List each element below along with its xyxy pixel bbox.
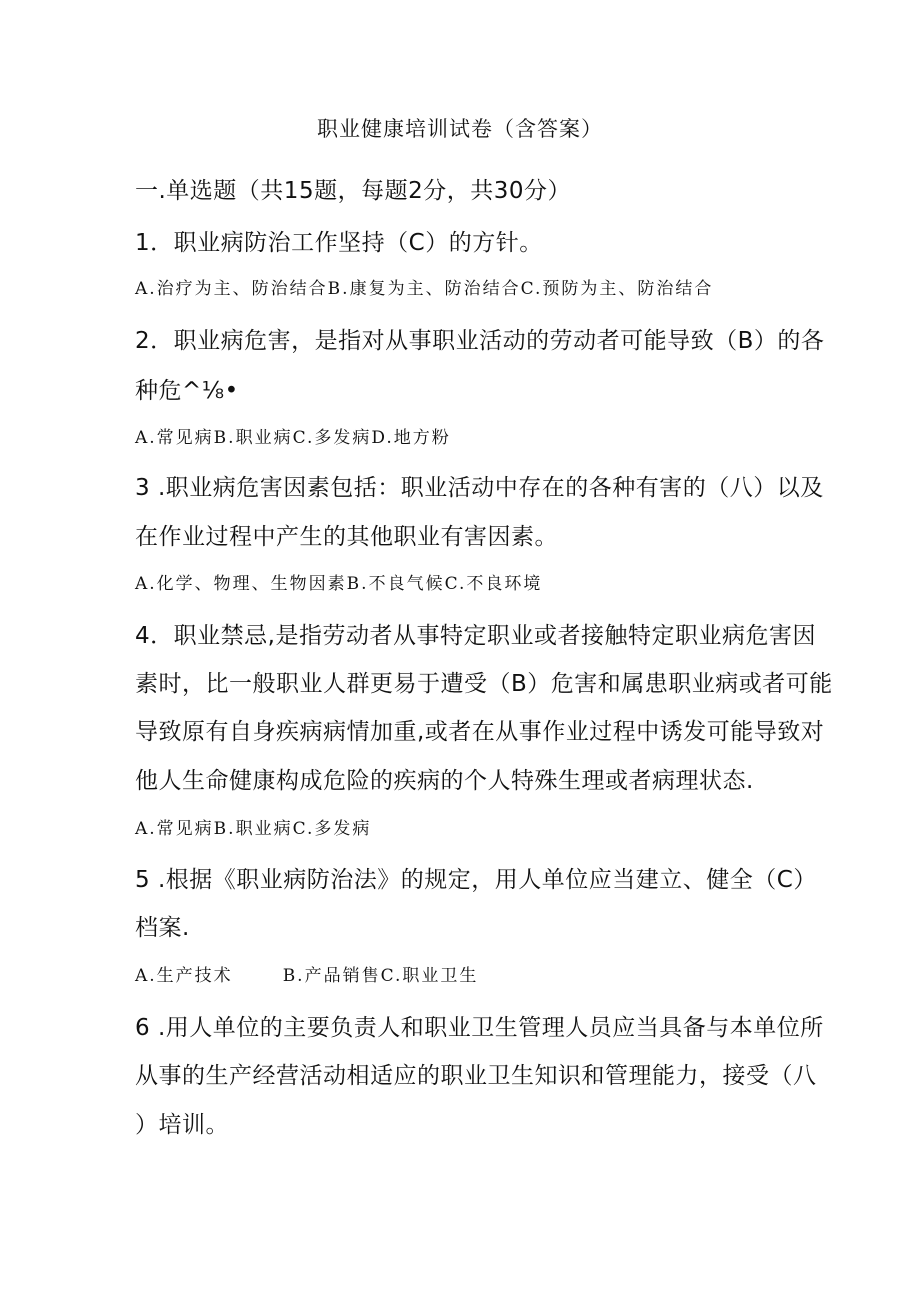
question-4-line-3: 导致原有自身疾病病情加重,或者在从事作业过程中诱发可能导致对 (135, 719, 825, 745)
question-5-option-a: A.生产技术 (135, 966, 233, 986)
question-1-line-1: 1．职业病防治工作坚持（C）的方针。 (135, 230, 543, 256)
question-2-line-1: 2．职业病危害，是指对从事职业活动的劳动者可能导致（B）的各 (135, 328, 825, 354)
question-2-options: A.常见病B.职业病C.多发病D.地方粉 (135, 428, 451, 448)
question-2-line-2: 种危^⅛• (135, 378, 239, 404)
question-5-line-1: 5 .根据《职业病防治法》的规定，用人单位应当建立、健全（C） (135, 867, 817, 893)
question-4-line-2: 素时，比一般职业人群更易于遭受（B）危害和属患职业病或者可能 (135, 671, 833, 697)
question-4-options: A.常见病B.职业病C.多发病 (135, 819, 372, 839)
question-4-line-4: 他人生命健康构成危险的疾病的个人特殊生理或者病理状态. (135, 768, 754, 794)
question-1-options: A.治疗为主、防治结合B.康复为主、防治结合C.预防为主、防治结合 (135, 279, 714, 299)
question-6-line-2: 从事的生产经营活动相适应的职业卫生知识和管理能力，接受（八 (135, 1063, 817, 1089)
question-6-line-1: 6 .用人单位的主要负责人和职业卫生管理人员应当具备与本单位所 (135, 1015, 824, 1041)
question-5-options (135, 961, 478, 986)
section-heading: 一.单选题（共15题，每题2分，共30分） (135, 178, 571, 204)
question-4-line-1: 4．职业禁忌,是指劳动者从事特定职业或者接触特定职业病危害因 (135, 623, 816, 649)
question-3-line-2: 在作业过程中产生的其他职业有害因素。 (135, 524, 558, 550)
question-3-options: A.化学、物理、生物因素B.不良气候C.不良环境 (135, 574, 543, 594)
question-5-option-bc: B.产品销售C.职业卫生 (282, 966, 479, 986)
question-3-line-1: 3 .职业病危害因素包括：职业活动中存在的各种有害的（八）以及 (135, 475, 824, 501)
question-5-line-2: 档案. (135, 915, 190, 941)
question-6-line-3: ）培训。 (135, 1112, 229, 1138)
page-title: 职业健康培训试卷（含答案） (317, 117, 603, 141)
